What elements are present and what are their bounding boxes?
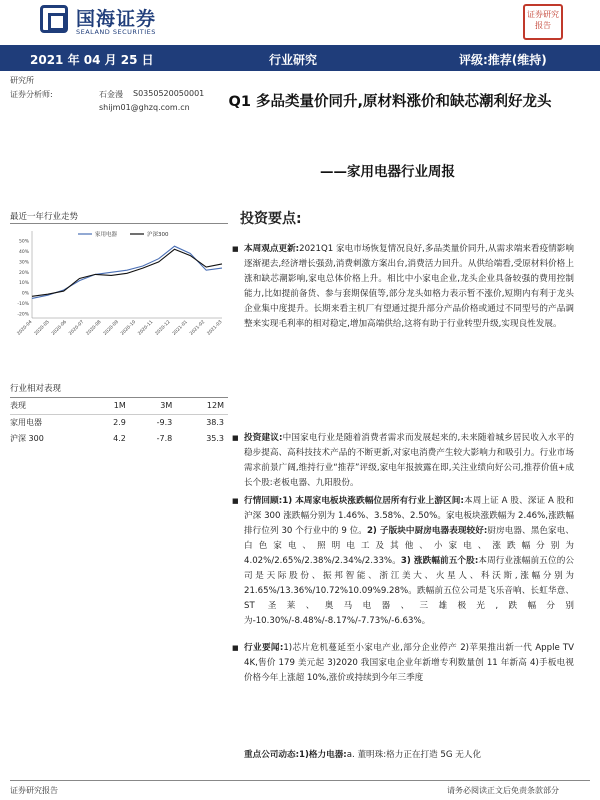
logo-text: 国海证券 (76, 8, 157, 30)
page-subtitle: ——家用电器行业周报 (320, 164, 455, 180)
bullet-label: 行情回顾: (244, 496, 283, 506)
bullet-label: 行业要闻: (244, 643, 284, 653)
report-date: 2021 年 04 月 25 日 (30, 53, 154, 67)
trend-chart (10, 226, 228, 344)
bullet-sublabel: 2) 子版块中厨房电器表现较好: (366, 526, 488, 536)
page-title: Q1 多品类量价同升,原材料涨价和缺芯潮利好龙头 (228, 94, 552, 110)
report-rating: 评级:推荐(维持) (459, 53, 547, 67)
footer-left: 证券研究报告 (10, 786, 58, 795)
divider (10, 223, 228, 224)
bullet-text: 本周行业涨幅前五位的公司是天际股份、振邦智能、浙江美大、火星人、科沃斯,涨幅分别为 21.65%/13.36%/10.72%10.09%9.28%。跌幅前五位公司是飞乐音响、长虹华意、ST 圣莱、奥马电器、三雄极光,跌幅分别为-10.30%/-8.48%/-8.17%/-7.73%/-6.63%。 (244, 556, 574, 626)
bullet-weekly-view (244, 242, 574, 332)
performance-table (10, 398, 228, 446)
row-label: 家用电器 (10, 417, 42, 427)
y-tick-label: -10% (17, 302, 29, 308)
x-tick-label: 2020-08 (85, 319, 103, 337)
x-tick-label: 2020-06 (51, 319, 68, 337)
table-row (10, 414, 228, 430)
x-tick-label: 2020-10 (120, 319, 138, 337)
performance-heading: 行业相对表现 (10, 382, 228, 398)
analyst-name: 石金漫 (99, 90, 123, 99)
section-title: 投资要点: (240, 211, 302, 227)
bullet-sublabel: 3) 涨跌幅前五个股: (400, 556, 479, 566)
x-tick-label: 2020-12 (154, 319, 172, 337)
header-band (0, 45, 600, 71)
table-row (10, 430, 228, 446)
series-home-appliance-line (32, 246, 222, 298)
legend-csi300: 沪深300 (147, 232, 169, 238)
bullet-sublabel: 1) 本周家电板块涨跌幅位居所有行业上游区间: (282, 496, 464, 506)
logo-icon (40, 5, 68, 33)
bullet-text: 1)芯片危机蔓延至小家电产业,部分企业停产 2)苹果推出新一代 Apple TV 4K,售价 179 美元起 3)2020 我国家电企业年新增专利数量创 11 年新高 4)手板电视价格今年上涨超 10%,涨价或持续到今年三季度 (244, 643, 574, 683)
y-tick-label: 10% (18, 281, 29, 287)
y-tick-label: 0% (21, 291, 29, 297)
cell-1m: 2.9 (113, 417, 126, 427)
x-tick-label: 2020-11 (137, 319, 155, 337)
col-header: 表现 (10, 401, 26, 411)
bullet-sublabel: 1)格力电器: (299, 750, 347, 760)
bullet-text: 2021Q1 家电市场恢复情况良好,多品类量价同升,从需求端来看疫情影响逐渐褪去,经济增长强劲,消费刺激方案出台,消费活力回升。从供给端看,受原材料价格上涨和缺芯潮影响,家电总体价格上升。相比中小家电企业,龙头企业具备较强的费用控制能力,比如提前备货、参与套期保值等,部分龙头如格力表示暂不涨价,短期内有利于龙头企业集中度提升。长期来看主机厂有望通过提升部分产品价格或通过不同型号的产品调整来实现毛利率的相对稳定,增加高端供给,这将有助于行业转型升级,实现良性发展。 (244, 244, 574, 329)
performance-panel (10, 382, 228, 446)
col-header: 12M (206, 401, 224, 411)
report-seal: 证券研究报告 (523, 4, 563, 40)
y-tick-label: 50% (18, 239, 29, 245)
bullet-text: 中国家电行业是随着消费者需求而发展起来的,未来随着城乡居民收入水平的稳步提高、高科技技术产品的不断更新,对家电消费产生较大影响力和吸引力。行业市场需求前景广阔,维持行业“推荐”评级,家电年报披露在即,关注业绩向好公司,推荐价值+成长个股:老板电器、九阳股份。 (244, 433, 575, 488)
bullet-text: 厨房电器、黑色家电、白色家电、照明电工及其他、小家电、涨跌幅分别为 4.02%/2.65%/2.38%/2.34%/2.33%。 (244, 526, 574, 566)
bullet-label: 重点公司动态: (244, 750, 299, 760)
bullet-text: a. 董明珠:格力正在打造 5G 无人化 (346, 750, 482, 760)
y-tick-label: 20% (18, 270, 29, 276)
x-tick-label: 2020-04 (16, 319, 34, 337)
x-tick-label: 2020-05 (33, 319, 51, 337)
report-category: 行业研究 (269, 53, 318, 67)
x-tick-label: 2021-02 (189, 319, 207, 337)
x-tick-label: 2020-09 (102, 319, 120, 337)
y-tick-label: -20% (17, 312, 29, 318)
bullet-investment-advice (244, 431, 574, 491)
x-tick-label: 2021-01 (172, 319, 189, 337)
footer-right: 请务必阅读正文后免责条款部分 (447, 786, 559, 795)
footer-divider (10, 780, 590, 781)
bullet-industry-news (244, 641, 574, 686)
trend-heading: 最近一年行业走势 (10, 212, 79, 222)
cell-1m: 4.2 (113, 433, 126, 443)
col-header: 3M (160, 401, 173, 411)
institute-label: 研究所 (10, 76, 34, 85)
bullet-text: 本周上证 A 股、深证 A 股和沪深 300 涨跌幅分别为 1.46%、3.58%、2.50%。家电板块涨跌幅为 2.46%,涨跌幅排行位列 30 个行业中的 9 位。 (244, 496, 575, 536)
legend-home-appliance: 家用电器 (95, 232, 118, 238)
row-label: 沪深 300 (10, 433, 44, 443)
bullet-label: 投资建议: (244, 433, 283, 443)
analyst-label: 证券分析师: (10, 90, 53, 99)
y-tick-label: 40% (18, 249, 29, 255)
analyst-email[interactable]: shijm01@ghzq.com.cn (99, 103, 190, 112)
y-tick-label: 30% (18, 260, 29, 266)
bullet-label: 本周观点更新: (244, 244, 300, 254)
cell-3m: -9.3 (156, 417, 173, 427)
bullet-company-news (244, 748, 574, 763)
bullet-market-review (244, 494, 574, 629)
col-header: 1M (113, 401, 126, 411)
cell-12m: 38.3 (206, 417, 224, 427)
x-tick-label: 2020-07 (68, 319, 86, 337)
cell-12m: 35.3 (206, 433, 224, 443)
x-tick-label: 2021-03 (206, 319, 224, 337)
logo-english: SEALAND SECURITIES (76, 28, 156, 36)
cell-3m: -7.8 (156, 433, 173, 443)
analyst-license: S0350520050001 (133, 89, 205, 98)
